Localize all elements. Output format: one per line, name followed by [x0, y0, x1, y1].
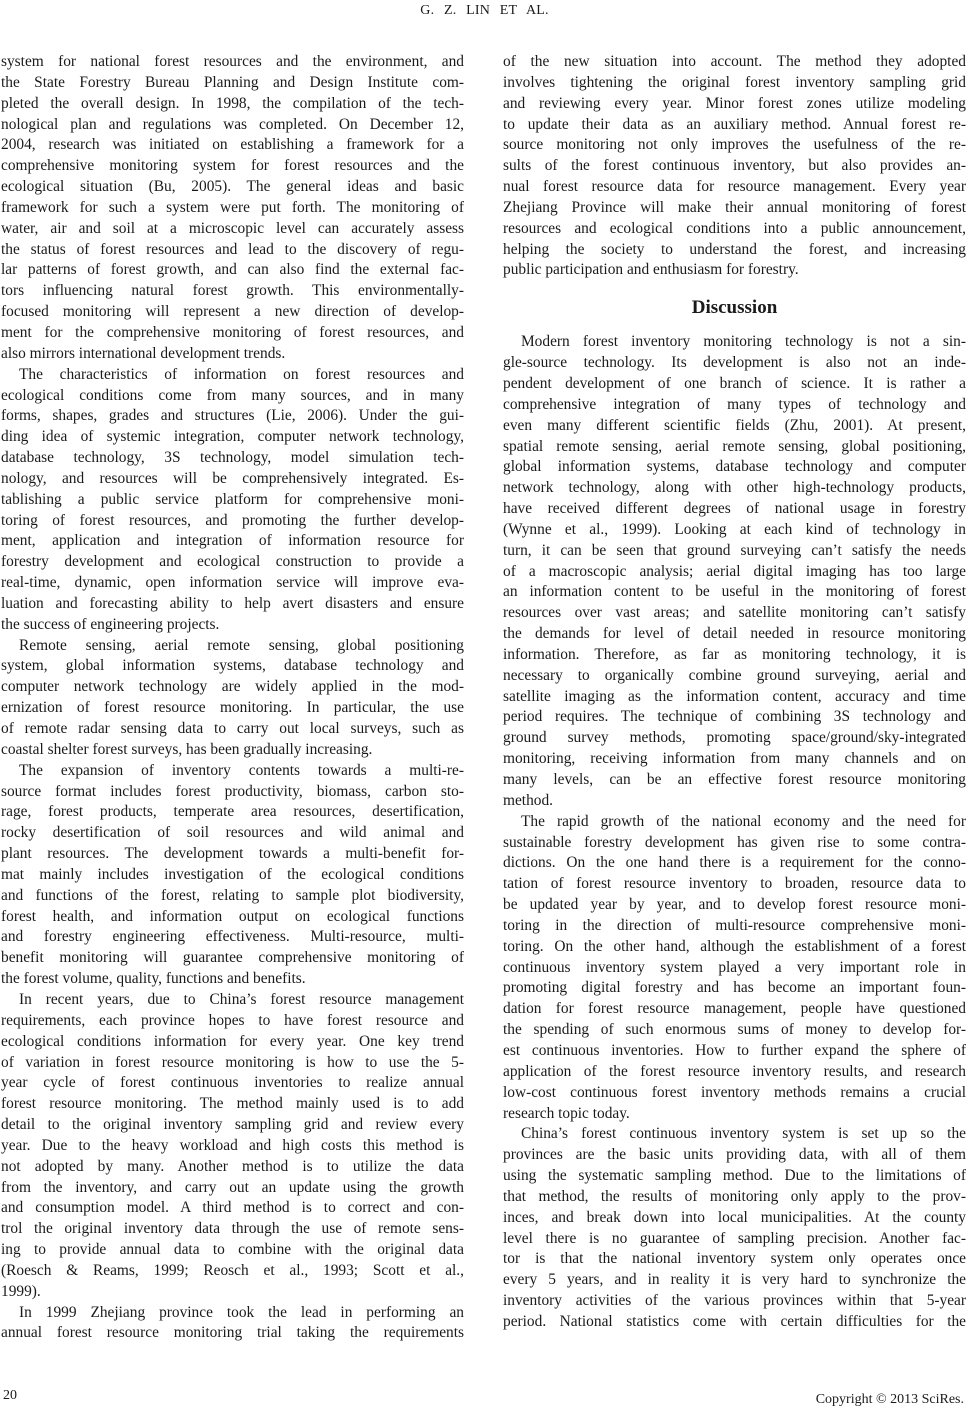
paragraph — [1, 1303, 464, 1345]
text-line: focused monitoring will represent a new direction of develop- — [1, 303, 464, 321]
text-line: spatial remote sensing, aerial remote sensing, global positioning, — [503, 437, 966, 455]
text-line: and reviewing every year. Minor forest zones utilize modeling — [503, 94, 966, 112]
discussion-body — [503, 332, 966, 1333]
text-line: rocky desertification of soil resources and wild animal and — [1, 824, 464, 842]
paragraph — [1, 365, 464, 636]
text-line: an information content to be useful in the monitoring of forest — [503, 583, 966, 601]
text-line: forms, shapes, grades and structures (Lie, 2006). Under the gui- — [1, 407, 464, 425]
paragraph — [503, 52, 966, 281]
text-line: sults of the forest continuous inventory, but also provides an- — [503, 157, 966, 175]
text-line: provinces are the basic units providing data, with all of them — [503, 1146, 966, 1164]
text-line: system, global information systems, database technology and — [1, 657, 464, 675]
text-line: the forest volume, quality, functions and benefits. — [1, 970, 306, 988]
text-line: 2004, research was initiated on establishing a framework for a — [1, 136, 464, 154]
text-line: ecological conditions information for every year. One key trend — [1, 1032, 464, 1050]
text-line: information. Therefore, as far as monitoring technology, it is — [503, 645, 966, 663]
text-line: period requires. The technique of combining 3S technology and — [503, 708, 966, 726]
paragraph — [1, 990, 464, 1303]
right-column — [503, 52, 966, 1333]
text-line: and consumption model. A third method is to correct and con- — [1, 1199, 464, 1217]
text-line: ment, application and integration of information resource for — [1, 532, 464, 550]
text-line: ment for the comprehensive monitoring of forest resources, and — [1, 323, 464, 341]
text-line: Remote sensing, aerial remote sensing, global positioning — [19, 636, 464, 654]
text-line: est continuous inventories. How to further expand the sphere of — [503, 1041, 966, 1059]
text-line: network technology, along with other high-technology products, — [503, 479, 966, 497]
text-line: database technology, 3S technology, model simulation tech- — [1, 449, 464, 467]
text-line: The rapid growth of the national economy and the need for — [521, 812, 966, 830]
text-line: benefit monitoring will guarantee comprehensive monitoring of — [1, 949, 464, 967]
text-line: real-time, dynamic, open information service will improve eva- — [1, 574, 464, 592]
text-line: water, air and soil at a microscopic level can accurately assess — [1, 219, 464, 237]
text-line: the State Forestry Bureau Planning and Design Institute com- — [1, 73, 464, 91]
text-line: public participation and enthusiasm for forestry. — [503, 261, 799, 279]
text-line: tablishing a public service platform for comprehensive moni- — [1, 490, 464, 508]
text-line: continuous inventory system played a very important role in — [503, 958, 966, 976]
text-line: In 1999 Zhejiang province took the lead in performing an — [19, 1303, 464, 1321]
text-line: the status of forest resources and lead to the discovery of regu- — [1, 240, 464, 258]
paragraph — [503, 1124, 966, 1332]
text-line: ding idea of systemic integration, computer network technology, — [1, 428, 464, 446]
text-line: ground survey methods, promoting space/ground/sky-integrated — [503, 729, 966, 747]
text-line: 1999). — [1, 1282, 41, 1300]
copyright-notice: Copyright © 2013 SciRes. — [815, 1392, 964, 1407]
text-line: The expansion of inventory contents towards a multi-re- — [19, 761, 464, 779]
text-line: rage, forest products, temperate area resources, desertification, — [1, 803, 464, 821]
text-line: of remote radar sensing data to carry out local surveys, such as — [1, 720, 464, 737]
text-line: dation for forest resource management, people have questioned — [503, 1000, 966, 1018]
text-line: (Wynne et al., 1999). Looking at each kind of technology in — [503, 520, 966, 538]
right-column-intro — [503, 52, 966, 281]
text-line: resources and ecological conditions into a public announcement, — [503, 219, 966, 237]
text-line: tation of forest resource inventory to broaden, resource data to — [503, 875, 966, 893]
text-line: the demands for level of detail needed in resource monitoring — [503, 625, 966, 643]
text-line: monitoring, receiving information from many channels and on — [503, 750, 966, 768]
text-line: forest health, and information output on ecological functions — [1, 907, 464, 925]
text-line: China’s forest continuous inventory system is set up so the — [521, 1125, 966, 1143]
text-line: many levels, can be an effective forest resource monitoring — [503, 771, 966, 788]
text-line: comprehensive monitoring system for forest resources and the — [1, 157, 464, 175]
text-line: the spending of such enormous sums of money to develop for- — [503, 1021, 966, 1039]
text-line: year cycle of forest continuous inventories to realize annual — [1, 1074, 464, 1092]
text-line: from the inventory, and carry out an update using the growth — [1, 1178, 464, 1196]
text-line: tor is that the national inventory system only operates once — [503, 1250, 966, 1268]
text-line: (Roesch & Reams, 1999; Reosch et al., 1993; Scott et al., — [1, 1261, 464, 1279]
text-line: involves tightening the original forest inventory sampling grid — [503, 73, 966, 91]
text-line: lar patterns of forest growth, and can also find the external fac- — [1, 261, 464, 279]
text-line: annual forest resource monitoring trial taking the requirements — [1, 1324, 464, 1342]
text-line: coastal shelter forest surveys, has been gradually increasing. — [1, 740, 373, 758]
text-line: source format includes forest productivity, biomass, carbon sto- — [1, 782, 464, 800]
paragraph — [1, 636, 464, 761]
text-line: and forestry engineering effectiveness. Multi-resource, multi- — [1, 928, 464, 946]
text-line: global information systems, database technology and computer — [503, 458, 966, 476]
paragraph — [1, 761, 464, 990]
left-column — [1, 52, 464, 1344]
section-heading-discussion: Discussion — [691, 297, 778, 319]
text-line: toring. On the other hand, although the establishment of a forest — [503, 937, 966, 955]
text-line: nological plan and regulations was completed. On December 12, — [1, 115, 464, 133]
text-line: nual forest resource data for resource management. Every year — [503, 178, 966, 196]
text-line: using the systematic sampling method. Due to the limitations of — [503, 1167, 966, 1185]
text-line: The characteristics of information on forest resources and — [19, 365, 464, 383]
text-line: tors influencing natural forest growth. This environmentally- — [1, 282, 464, 300]
text-line: gle-source technology. Its development is also not an inde- — [503, 354, 966, 372]
text-line: method. — [503, 791, 554, 809]
text-line: pleted the overall design. In 1998, the compilation of the tech- — [1, 94, 464, 112]
text-line: plant resources. The development towards a multi-benefit for- — [1, 845, 464, 863]
text-line: ing to provide annual data to combine with the original data — [1, 1241, 464, 1259]
text-line: sustainable forestry development has given rise to some contra- — [503, 833, 966, 851]
paragraph — [1, 52, 464, 365]
text-line: comprehensive integration of many types of technology and — [503, 395, 966, 413]
text-line: Modern forest inventory monitoring technology is not a sin- — [521, 333, 966, 351]
text-line: to update their data as an auxiliary method. Annual forest re- — [503, 115, 966, 133]
text-line: level there is no guarantee of sampling precision. Another fac- — [503, 1229, 966, 1247]
page-number: 20 — [3, 1388, 17, 1403]
text-line: inces, and break down into local municipalities. At the county — [503, 1208, 966, 1226]
paragraph — [503, 332, 966, 811]
text-line: source monitoring not only improves the usefulness of the re- — [503, 136, 966, 154]
text-line: dictions. On the one hand there is a requirement for the conno- — [503, 854, 966, 872]
text-line: also mirrors international development trends. — [1, 344, 286, 362]
text-line: even many different scientific fields (Zhu, 2001). At present, — [503, 416, 966, 434]
text-line: satellite imaging as the information content, accuracy and time — [503, 687, 966, 705]
text-line: of the new situation into account. The method they adopted — [503, 53, 966, 70]
text-line: application of the forest resource inventory results, and research — [503, 1062, 966, 1080]
text-line: and functions of the forest, relating to sample plot biodiversity, — [1, 886, 464, 904]
text-line: necessary to organically combine ground surveying, aerial and — [503, 666, 966, 684]
text-line: forestry development and ecological construction to provide a — [1, 553, 464, 571]
text-line: every 5 years, and in reality it is very hard to synchronize the — [503, 1271, 966, 1289]
text-line: turn, it can be seen that ground surveying can’t satisfy the needs — [503, 541, 966, 559]
paragraph — [503, 812, 966, 1125]
text-line: toring in the direction of multi-resource comprehensive moni- — [503, 916, 966, 934]
text-line: promoting digital forestry and has become an important foun- — [503, 979, 966, 997]
text-line: low-cost continuous forest inventory methods remains a crucial — [503, 1083, 966, 1101]
text-line: year. Due to the heavy workload and high costs this method is — [1, 1136, 464, 1154]
text-line: inventory activities of the various provinces within that 5-year — [503, 1292, 966, 1310]
text-line: nology, and resources will be comprehensively integrated. Es- — [1, 469, 464, 487]
text-line: the success of engineering projects. — [1, 615, 220, 633]
text-line: trol the original inventory data through the use of remote sens- — [1, 1220, 464, 1238]
text-line: mat mainly includes investigation of the ecological conditions — [1, 865, 464, 883]
text-line: of variation in forest resource monitoring is how to use the 5- — [1, 1053, 464, 1071]
text-line: resources over vast areas; and satellite monitoring can’t satisfy — [503, 604, 966, 622]
text-line: In recent years, due to China’s forest resource management — [19, 990, 464, 1008]
text-line: ecological situation (Bu, 2005). The general ideas and basic — [1, 178, 464, 196]
text-line: Zhejiang Province will make their annual monitoring of forest — [503, 198, 966, 216]
text-line: system for national forest resources and the environment, and — [1, 53, 464, 70]
text-line: pendent development of one branch of science. It is rather a — [503, 374, 966, 392]
text-line: research topic today. — [503, 1104, 630, 1122]
text-line: be updated year by year, and to develop forest resource moni- — [503, 896, 966, 914]
text-line: computer network technology are widely applied in the mod- — [1, 678, 464, 696]
text-line: helping the society to understand the forest, and increasing — [503, 240, 966, 258]
text-line: that method, the results of monitoring only apply to the prov- — [503, 1187, 966, 1205]
text-line: detail to the original inventory sampling grid and review every — [1, 1116, 464, 1134]
running-head: G. Z. LIN ET AL. — [420, 3, 549, 18]
text-line: forest resource monitoring. The method mainly used is to add — [1, 1095, 464, 1113]
text-line: period. National statistics come with certain difficulties for the — [503, 1312, 966, 1330]
text-line: not adopted by many. Another method is to utilize the data — [1, 1157, 464, 1175]
text-line: toring of forest resources, and promoting the further develop- — [1, 511, 464, 529]
text-line: of a macroscopic analysis; aerial digital imaging has too large — [503, 562, 966, 580]
text-line: ernization of forest resource monitoring. In particular, the use — [1, 699, 464, 717]
text-line: ecological conditions come from many sources, and in many — [1, 386, 464, 404]
text-line: framework for such a system were put forth. The monitoring of — [1, 198, 464, 216]
text-line: requirements, each province hopes to have forest resource and — [1, 1011, 464, 1029]
text-line: luation and forecasting ability to help avert disasters and ensure — [1, 594, 464, 612]
text-line: have received different degrees of national usage in forestry — [503, 500, 966, 518]
